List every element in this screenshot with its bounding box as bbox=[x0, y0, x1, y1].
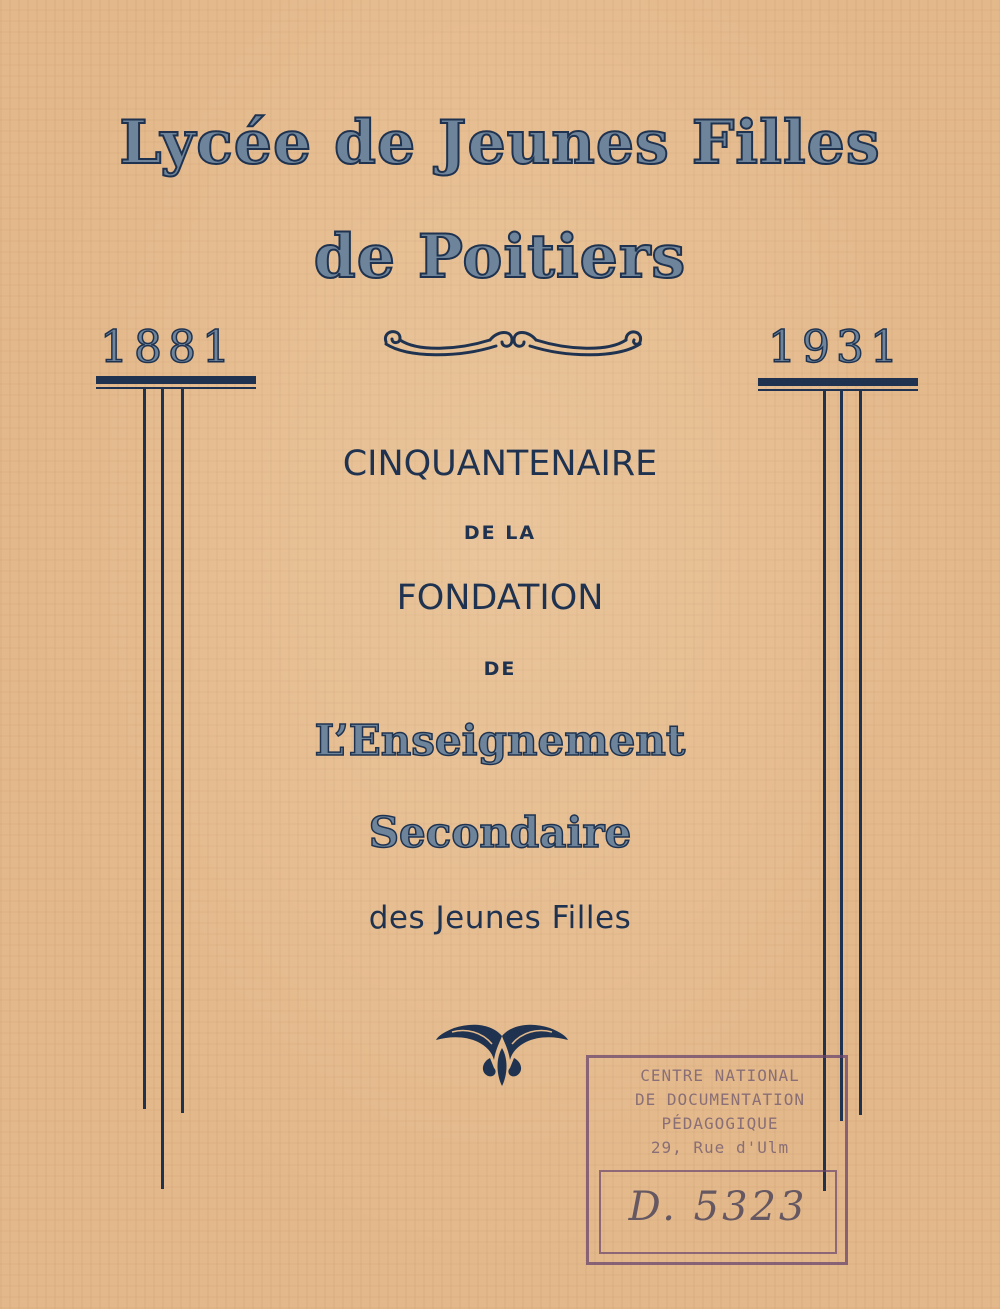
stamp-line-2: DE DOCUMENTATION bbox=[634, 1090, 806, 1109]
stamp-number-box bbox=[599, 1170, 837, 1254]
fondation-text: FONDATION bbox=[396, 578, 604, 618]
de-text: DE bbox=[483, 658, 517, 680]
year-start: 1881 bbox=[100, 322, 236, 373]
year-end: 1931 bbox=[768, 322, 904, 373]
secondaire-text: Secondaire bbox=[368, 808, 632, 857]
left-column-ornament bbox=[94, 372, 258, 1192]
scroll-ornament-icon bbox=[378, 322, 648, 362]
stamp-line-4: 29, Rue d'Ulm bbox=[650, 1138, 790, 1157]
library-stamp bbox=[586, 1055, 848, 1265]
stamp-line-1: CENTRE NATIONAL bbox=[640, 1066, 800, 1085]
title-line-2: de Poitiers bbox=[313, 222, 687, 292]
cinquantenaire-text: CINQUANTENAIRE bbox=[342, 444, 658, 484]
de-la-text: DE LA bbox=[463, 522, 537, 544]
des-jeunes-filles-text: des Jeunes Filles bbox=[368, 900, 632, 936]
enseignement-text: L’Enseignement bbox=[314, 716, 686, 765]
stamp-line-3: PÉDAGOGIQUE bbox=[661, 1114, 779, 1133]
stamp-number: D. 5323 bbox=[628, 1184, 808, 1230]
title-line-1: Lycée de Jeunes Filles bbox=[119, 108, 881, 178]
fleuron-ornament-icon bbox=[432, 1018, 572, 1090]
